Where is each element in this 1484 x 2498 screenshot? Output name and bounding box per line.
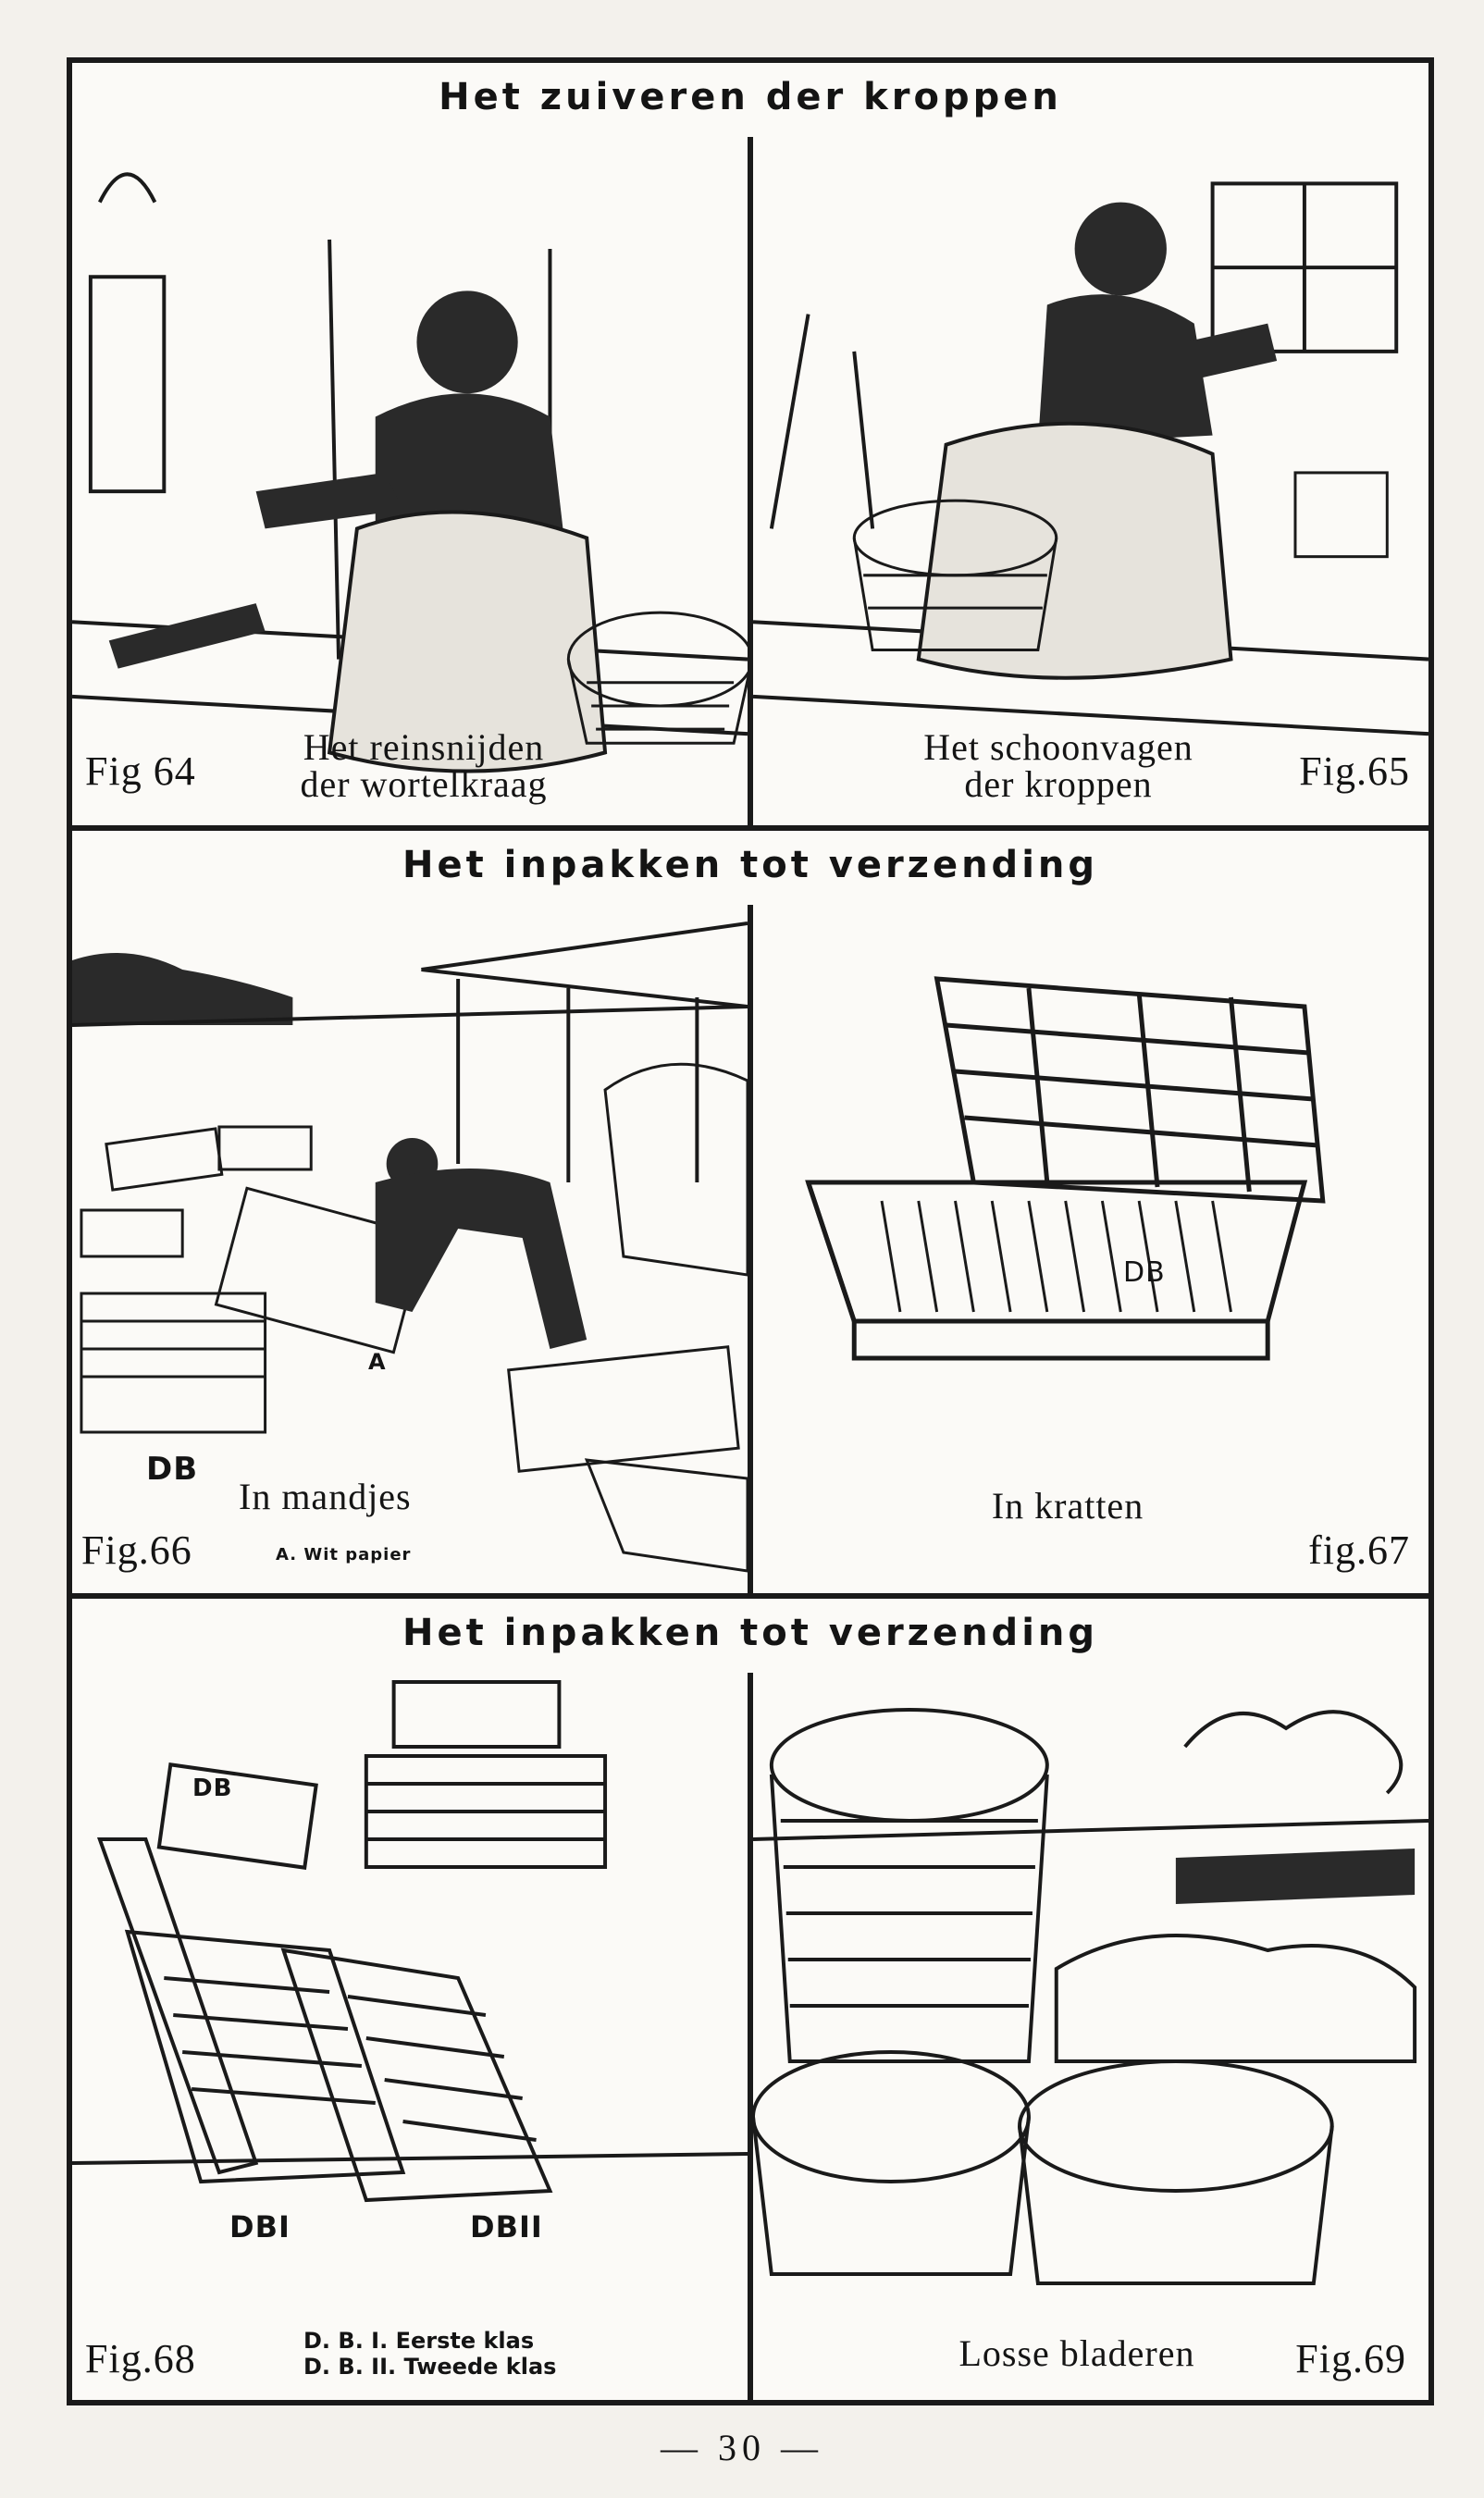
woman-cleaning-heads-illustration <box>753 137 1428 825</box>
caption-note: A. Wit papier <box>276 1545 412 1564</box>
legend-line: D. B. I. Eerste klas <box>303 2328 535 2354</box>
figure-label: Fig.69 <box>1295 2336 1406 2381</box>
figure-label: Fig.68 <box>85 2336 196 2381</box>
caption-line: der wortelkraag <box>300 763 548 805</box>
class-legend <box>303 2328 556 2380</box>
crate-mark: DB <box>1123 1256 1166 1289</box>
page-number: — 30 — <box>661 2427 823 2468</box>
caption-line: Het reinsnijden <box>303 726 545 768</box>
section-title: Het inpakken tot verzending <box>402 844 1099 886</box>
panel-fig64 <box>72 137 748 825</box>
sorted-crates-illustration <box>72 1673 748 2400</box>
panel-fig65 <box>753 137 1428 825</box>
woman-trimming-root-illustration <box>72 137 748 825</box>
caption-fig69: Losse bladeren <box>958 2332 1195 2374</box>
caption-fig64 <box>257 726 590 805</box>
caption-fig65 <box>883 726 1234 805</box>
loose-leaves-baskets-illustration <box>753 1673 1428 2400</box>
figure-label: Fig 64 <box>85 748 196 794</box>
crate-mark: DBII <box>470 2209 543 2244</box>
section-packing-1 <box>72 825 1428 1593</box>
section-title: Het zuiveren der kroppen <box>439 76 1062 118</box>
figure-label: Fig.66 <box>81 1527 192 1573</box>
legend-line: D. B. II. Tweede klas <box>303 2354 557 2380</box>
caption-line: der kroppen <box>964 763 1153 805</box>
illustration-sheet <box>67 57 1434 2405</box>
section-cleaning <box>72 63 1428 825</box>
panel-fig67 <box>753 905 1428 1593</box>
panel-fig69 <box>753 1673 1428 2400</box>
caption-line: Het schoonvagen <box>923 726 1193 768</box>
crate-mark: DB <box>192 1775 233 1802</box>
panel-fig68 <box>72 1673 748 2400</box>
panel-fig66 <box>72 905 748 1593</box>
section-title: Het inpakken tot verzending <box>402 1612 1099 1654</box>
caption-fig66: In mandjes <box>239 1476 412 1517</box>
figure-label: fig.67 <box>1308 1527 1410 1573</box>
section-packing-2 <box>72 1593 1428 2400</box>
caption-fig67: In kratten <box>991 1485 1144 1527</box>
crate-mark: A <box>368 1349 387 1375</box>
crate-mark: DB <box>146 1451 199 1488</box>
figure-label: Fig.65 <box>1299 748 1410 794</box>
crate-mark: DBI <box>229 2209 291 2244</box>
